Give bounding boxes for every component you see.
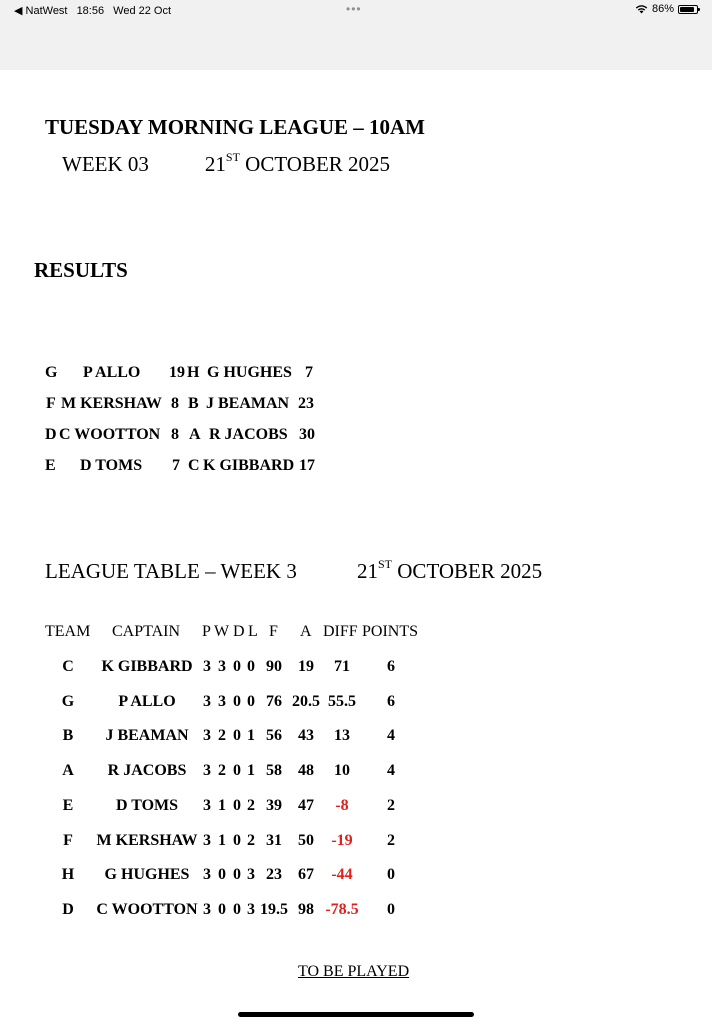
cell-points: 4 [387, 727, 395, 745]
cell-team: A [62, 762, 74, 780]
result-team2: A [189, 426, 201, 443]
cell-captain: K GIBBARD [101, 658, 193, 675]
cell-d: 0 [233, 658, 241, 675]
cell-w: 1 [218, 796, 226, 814]
cell-f: 90 [266, 658, 282, 675]
multitask-dots-icon[interactable]: ••• [346, 2, 362, 16]
date-rest: OCTOBER 2025 [239, 152, 391, 176]
cell-l: 0 [247, 692, 255, 710]
result-score1: 8 [171, 426, 179, 443]
cell-team: C [62, 658, 74, 675]
cell-a: 48 [298, 762, 314, 780]
result-team2: C [188, 457, 200, 474]
cell-p: 3 [203, 692, 211, 710]
result-captain2: J BEAMAN [206, 395, 290, 412]
cell-points: 6 [387, 658, 395, 675]
col-w: W [214, 623, 230, 640]
cell-w: 1 [218, 831, 226, 849]
week-line [62, 152, 390, 177]
status-left [14, 4, 177, 17]
result-team1: G [45, 364, 58, 381]
cell-points: 2 [387, 831, 395, 849]
status-right [635, 3, 698, 15]
league-table-row [0, 832, 712, 852]
cell-d: 0 [233, 900, 241, 918]
cell-w: 3 [218, 658, 226, 675]
battery-fill [680, 7, 694, 12]
league-heading-label: LEAGUE TABLE – WEEK 3 [45, 559, 297, 583]
result-score1: 19 [169, 364, 185, 381]
cell-f: 23 [266, 866, 282, 884]
cell-captain: P ALLO [118, 692, 176, 710]
cell-diff: -19 [331, 831, 353, 849]
to-be-played-link[interactable]: TO BE PLAYED [298, 963, 410, 980]
date-day: 21 [357, 559, 378, 583]
league-table-row [0, 866, 712, 886]
cell-f: 31 [266, 831, 282, 849]
col-team: TEAM [45, 623, 91, 640]
cell-l: 1 [247, 727, 255, 745]
result-team2: B [188, 395, 199, 412]
cell-diff: 13 [334, 727, 350, 745]
result-score2: 7 [305, 364, 313, 381]
result-score1: 8 [171, 395, 179, 412]
league-heading-date [357, 559, 542, 584]
week-label: WEEK 03 [62, 152, 149, 176]
date-suffix: ST [225, 150, 240, 164]
cell-l: 2 [247, 796, 255, 814]
date-rest: OCTOBER 2025 [392, 559, 543, 583]
cell-points: 6 [387, 692, 395, 710]
cell-d: 0 [233, 727, 241, 745]
cell-diff: 55.5 [328, 692, 356, 710]
cell-diff: -44 [331, 866, 353, 884]
col-captain: CAPTAIN [112, 623, 181, 640]
cell-points: 0 [387, 866, 395, 884]
cell-diff: -78.5 [325, 900, 359, 918]
result-team1: D [45, 426, 57, 443]
cell-d: 0 [233, 831, 241, 849]
cell-p: 3 [203, 831, 211, 849]
status-bar [0, 0, 712, 70]
result-captain1: P ALLO [83, 364, 141, 381]
result-score1: 7 [172, 457, 180, 474]
results-heading: RESULTS [34, 258, 128, 282]
col-points: POINTS [362, 623, 419, 640]
cell-a: 98 [298, 900, 314, 918]
date-suffix: ST [378, 557, 393, 571]
result-score2: 23 [298, 395, 314, 412]
cell-captain: M KERSHAW [96, 831, 198, 849]
cell-f: 56 [266, 727, 282, 745]
cell-team: F [63, 831, 73, 849]
battery-percent: 86% [651, 3, 674, 15]
cell-team: D [62, 900, 74, 918]
cell-a: 19 [298, 658, 314, 675]
cell-w: 0 [218, 866, 226, 884]
wifi-icon [635, 4, 648, 14]
date-day: 21 [204, 152, 226, 176]
cell-team: G [61, 692, 75, 710]
cell-l: 0 [247, 658, 255, 675]
league-table-row [0, 658, 712, 678]
cell-l: 3 [247, 900, 255, 918]
league-table-row [0, 727, 712, 747]
result-team1: E [45, 457, 56, 474]
result-captain2: R JACOBS [209, 426, 288, 443]
cell-l: 3 [247, 866, 255, 884]
cell-p: 3 [203, 762, 211, 780]
cell-points: 0 [387, 900, 395, 918]
cell-captain: G HUGHES [104, 866, 190, 884]
cell-a: 67 [298, 866, 314, 884]
cell-team: H [61, 866, 75, 884]
cell-p: 3 [203, 866, 211, 884]
league-table-row [0, 797, 712, 817]
home-indicator[interactable] [238, 1012, 474, 1017]
cell-captain: J BEAMAN [105, 727, 189, 745]
cell-w: 2 [218, 727, 226, 745]
cell-f: 58 [266, 762, 282, 780]
cell-d: 0 [233, 796, 241, 814]
cell-f: 19.5 [260, 900, 288, 918]
col-l: L [248, 623, 258, 640]
back-to-app-link[interactable]: ◀ NatWest [14, 5, 68, 17]
league-table-row [0, 693, 712, 713]
cell-a: 47 [298, 796, 314, 814]
col-diff: DIFF [323, 623, 358, 640]
cell-a: 50 [298, 831, 314, 849]
col-f: F [269, 623, 278, 640]
cell-d: 0 [233, 692, 241, 710]
cell-team: E [62, 796, 74, 814]
result-captain1: M KERSHAW [61, 395, 162, 412]
cell-captain: C WOOTTON [96, 900, 198, 918]
cell-f: 76 [266, 692, 282, 710]
cell-p: 3 [203, 900, 211, 918]
cell-w: 3 [218, 692, 226, 710]
cell-diff: 10 [334, 762, 350, 780]
cell-points: 4 [387, 762, 395, 780]
cell-team: B [62, 727, 74, 745]
result-score2: 17 [299, 457, 315, 474]
cell-l: 1 [247, 762, 255, 780]
result-score2: 30 [299, 426, 315, 443]
status-date: Wed 22 Oct [113, 5, 172, 17]
league-table-row [0, 901, 712, 921]
col-a: A [300, 623, 312, 640]
page-title: TUESDAY MORNING LEAGUE – 10AM [45, 115, 425, 139]
col-p: P [202, 623, 211, 640]
result-captain1: D TOMS [80, 457, 143, 474]
result-captain1: C WOOTTON [59, 426, 161, 443]
cell-p: 3 [203, 658, 211, 675]
league-table-row [0, 762, 712, 782]
battery-icon [678, 5, 698, 14]
cell-points: 2 [387, 796, 395, 814]
cell-p: 3 [203, 796, 211, 814]
result-captain2: K GIBBARD [203, 457, 295, 474]
cell-p: 3 [203, 727, 211, 745]
result-team1: F [46, 395, 56, 412]
cell-f: 39 [266, 796, 282, 814]
cell-w: 0 [218, 900, 226, 918]
cell-a: 20.5 [292, 692, 320, 710]
cell-d: 0 [233, 866, 241, 884]
status-time: 18:56 [76, 5, 105, 17]
cell-a: 43 [298, 727, 314, 745]
cell-captain: R JACOBS [107, 762, 187, 780]
result-team2: H [187, 364, 200, 381]
cell-w: 2 [218, 762, 226, 780]
week-date [205, 152, 390, 176]
cell-d: 0 [233, 762, 241, 780]
cell-diff: -8 [335, 796, 349, 814]
col-d: D [233, 623, 245, 640]
cell-diff: 71 [334, 658, 350, 675]
result-captain2: G HUGHES [207, 364, 292, 381]
league-table-heading [45, 557, 543, 584]
cell-captain: D TOMS [115, 796, 179, 814]
cell-l: 2 [247, 831, 255, 849]
